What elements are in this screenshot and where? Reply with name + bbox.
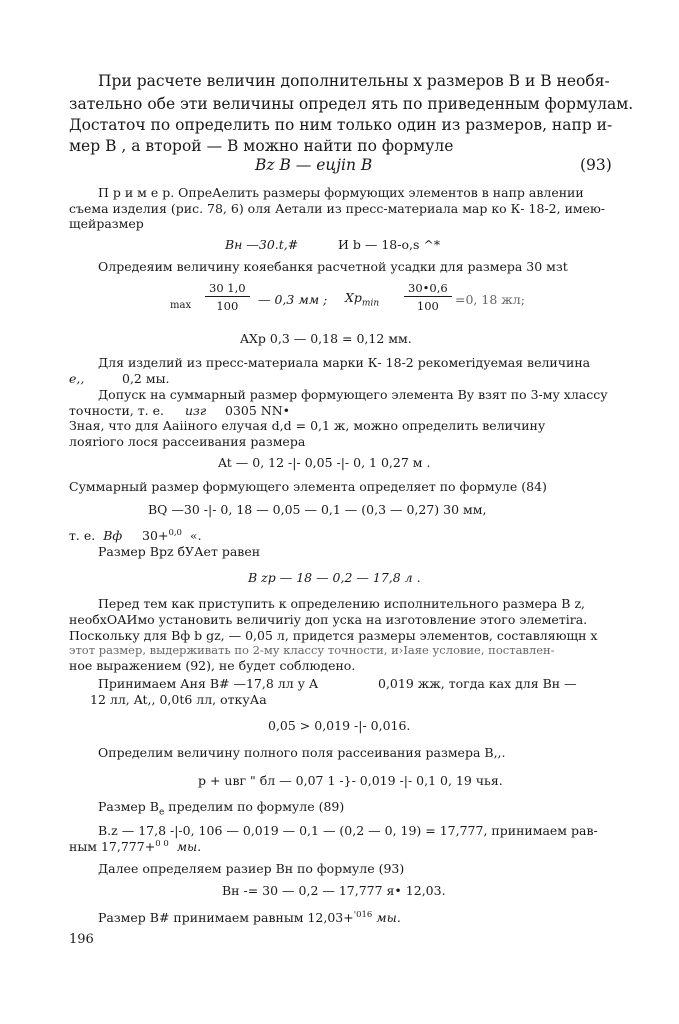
- last-line: Размер B# принимаем равным 12,03+$^{'016}$ мы.: [98, 910, 401, 926]
- bn-line: Вн -= 30 — 0,2 — 17,777 я• 12,03.: [222, 883, 446, 898]
- para2-line-10: Далее определяем разиер Вн по формуле (93): [98, 861, 405, 876]
- fraction-1: [205, 281, 250, 313]
- xp-label: $Xp_{min}$: [345, 290, 380, 309]
- fraction-2-denominator: 100: [416, 299, 439, 313]
- example-line-6a: e,,: [69, 371, 85, 386]
- example-line-8b: изг: [185, 403, 207, 418]
- example-line-3: щейразмер: [69, 216, 144, 231]
- fraction-1-result: — 0,3 мм ;: [258, 292, 328, 307]
- bzp-line: B zp — 18 — 0,2 — 17,8 л .: [248, 570, 421, 585]
- bq-line: BQ —30 -|- 0, 18 — 0,05 — 0,1 — (0,3 — 0,27) 30 мм,: [148, 502, 487, 517]
- para2-line-2: необхОАИмо установить величиrіу доп уска на изготовление этого элеметіrа.: [69, 612, 588, 627]
- example-line-12: Размер Bpz бУАет равен: [98, 544, 261, 559]
- example-line-4: Олредеяим величину кояебанкя расчетной усадки для размера 30 мзt: [98, 259, 568, 274]
- at-line: At — 0, 12 -|- 0,05 -|- 0, 1 0,27 м .: [218, 455, 431, 470]
- example-line-2: съема изделия (рис. 78, 6) оля Аетали из пресс-материала мар ко К- 18-2, имею-: [69, 201, 606, 216]
- bz-line-1: B.z — 17,8 -|-0, 106 — 0,019 — 0,1 — (0,2 — 0, 19) = 17,777, принимаем рав-: [98, 823, 598, 838]
- formula-number: (93): [580, 156, 612, 174]
- example-line-10: лояrіого лося рассеивания размера: [69, 434, 306, 449]
- intro-line-1: При расчете величин дополнительны х размеров B и B необя-: [98, 72, 610, 90]
- para2-line-9: Размер $В_е$ пределим по формуле (89): [98, 799, 345, 818]
- para2-line-8: Определим величину полного поля рассеивания размера B,,.: [98, 745, 506, 760]
- example-line-6b: 0,2 мы.: [122, 371, 170, 386]
- formula-93: Bz B — ецjiп B: [255, 156, 373, 174]
- para2-line-6: Принимаем Аня B# —17,8 лл у A: [98, 676, 318, 691]
- fraction-2-numerator: 30•0,6: [404, 281, 452, 297]
- max-label: max: [170, 300, 192, 311]
- para2-line-4: этот размер, выдерживать по 2-му классу точности, и›Іаяе условие, поставлен-: [69, 643, 555, 657]
- fraction-1-numerator: 30 1,0: [205, 281, 250, 297]
- page-number: 196: [69, 932, 94, 947]
- example-line-1: П р и м е р. ОпреАелить размеры формующих элементов в напр авлении: [98, 185, 584, 200]
- para2-line-1: Перед тем как приступить к определению исполнительного размера В z,: [98, 596, 586, 611]
- p-formula-line: р + uвг " бл — 0,07 1 -}- 0,019 -|- 0,1 0, 19 чья.: [198, 773, 503, 788]
- size-b: И b — 18-o,s ^*: [338, 237, 441, 252]
- fraction-1-denominator: 100: [216, 299, 239, 313]
- para2-line-6b: 0,019 жж, тогда ках для Вн —: [378, 676, 577, 691]
- para2-line-5: ное выражением (92), не будет соблюдено.: [69, 658, 356, 673]
- example-line-11: Суммарный размер формующего элемента определяет по формуле (84): [69, 479, 547, 494]
- axp-line: AXp 0,3 — 0,18 = 0,12 мм.: [240, 331, 412, 346]
- inequality-line: 0,05 > 0,019 -|- 0,016.: [268, 718, 411, 733]
- fraction-2: [404, 281, 452, 313]
- te-line: т. е. Вф 30+$^{0,0}$ «.: [69, 528, 202, 544]
- para2-line-7: 12 лл, At,, 0,0t6 лл, откуАа: [90, 692, 267, 707]
- intro-line-4: мер B , а второй — B можно найти по формуле: [69, 137, 454, 155]
- example-line-5: Для изделий из пресс-материала марки К- 18-2 рекомеrідуемая величина: [98, 355, 591, 370]
- intro-line-3: Достаточ по определить по ним только один из размеров, напр и-: [69, 116, 613, 134]
- example-line-8c: 0305 NN•: [225, 403, 291, 418]
- para2-line-3: Поскольку для Вф b gz, — 0,05 л, придется размеры элементов, составляющн х: [69, 628, 598, 643]
- fraction-2-result: =0, 18 жл;: [455, 292, 525, 307]
- size-a: Вн —30.t,#: [225, 237, 299, 252]
- example-line-9: Зная, что для Аaiiного елучая d,d = 0,1 ж, можно определить величину: [69, 418, 546, 433]
- example-line-7: Допуск на суммарный размер формующего элемента Ву взят по 3-му хлассу: [98, 387, 608, 402]
- bz-line-2: ным 17,777+$^{0 0}$ мы.: [69, 839, 202, 855]
- example-line-8a: точности, т. е.: [69, 403, 164, 418]
- intro-line-2: зательно обе эти величины определ ять по приведенным формулам.: [69, 95, 634, 113]
